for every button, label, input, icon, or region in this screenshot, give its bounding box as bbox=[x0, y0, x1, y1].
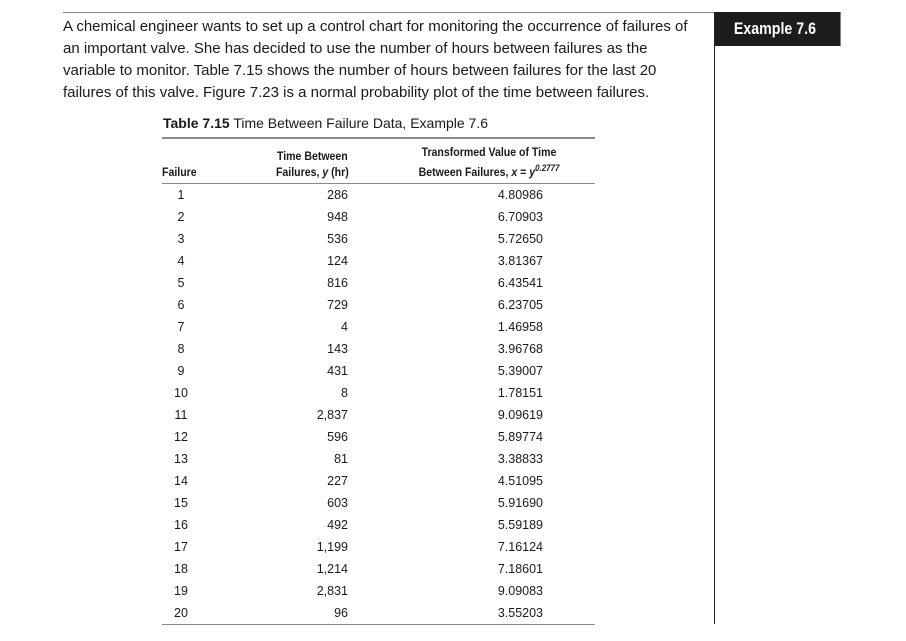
cell-failure: 18 bbox=[174, 562, 188, 576]
table-row bbox=[162, 580, 595, 602]
cell-transformed: 5.89774 bbox=[497, 430, 543, 444]
cell-time-between: 227 bbox=[327, 474, 348, 488]
cell-failure: 19 bbox=[174, 584, 188, 598]
table-caption-number: Table 7.15 bbox=[163, 115, 230, 131]
cell-failure: 11 bbox=[174, 408, 188, 422]
cell-time-between: 8 bbox=[341, 386, 348, 400]
table-caption bbox=[163, 115, 488, 131]
cell-failure: 10 bbox=[174, 386, 188, 400]
table-row bbox=[162, 360, 595, 382]
cell-transformed: 5.59189 bbox=[497, 518, 543, 532]
table-row bbox=[162, 294, 595, 316]
cell-failure: 14 bbox=[174, 474, 188, 488]
cell-failure: 17 bbox=[174, 540, 188, 554]
cell-transformed: 9.09619 bbox=[497, 408, 543, 422]
cell-transformed: 1.46958 bbox=[497, 320, 543, 334]
cell-time-between: 2,837 bbox=[316, 408, 348, 422]
cell-time-between: 124 bbox=[327, 254, 348, 268]
table-bottom-rule bbox=[162, 624, 595, 625]
cell-time-between: 81 bbox=[334, 452, 348, 466]
cell-failure: 12 bbox=[174, 430, 188, 444]
cell-failure: 15 bbox=[174, 496, 188, 510]
cell-transformed: 6.23705 bbox=[497, 298, 543, 312]
column-divider bbox=[714, 12, 715, 624]
cell-time-between: 2,831 bbox=[316, 584, 348, 598]
table-row bbox=[162, 536, 595, 558]
table-row bbox=[162, 492, 595, 514]
header-time-between: Time Between Failures, y (hr) bbox=[275, 149, 349, 179]
body-paragraph: A chemical engineer wants to set up a control chart for monitoring the occurrence of failures of an important valve. She has decided to use the number of hours between failures as the variable to monitor. Table 7.15 shows the number of hours between failures for the last 20 failures of this valve. Figure 7.23 is a normal probability plot of the time between failures. bbox=[63, 18, 688, 101]
cell-failure: 2 bbox=[177, 210, 185, 224]
table-row bbox=[162, 250, 595, 272]
table-row bbox=[162, 514, 595, 536]
cell-failure: 8 bbox=[177, 342, 185, 356]
cell-failure: 5 bbox=[177, 276, 185, 290]
cell-failure: 1 bbox=[177, 188, 185, 202]
table-row bbox=[162, 338, 595, 360]
table-row bbox=[162, 558, 595, 580]
cell-failure: 3 bbox=[177, 232, 185, 246]
header-transformed-value: Transformed Value of Time Between Failures, $x = y^{0.2777}$ bbox=[418, 145, 559, 179]
cell-failure: 20 bbox=[174, 606, 188, 620]
cell-transformed: 4.80986 bbox=[497, 188, 543, 202]
cell-time-between: 96 bbox=[334, 606, 348, 620]
cell-transformed: 1.78151 bbox=[497, 386, 543, 400]
header-failure: Failure bbox=[162, 165, 197, 179]
cell-time-between: 286 bbox=[327, 188, 348, 202]
top-rule bbox=[63, 12, 715, 13]
table-row bbox=[162, 316, 595, 338]
table-row bbox=[162, 228, 595, 250]
table-row bbox=[162, 448, 595, 470]
cell-time-between: 816 bbox=[327, 276, 348, 290]
cell-time-between: 431 bbox=[327, 364, 348, 378]
cell-transformed: 9.09083 bbox=[497, 584, 543, 598]
table-row bbox=[162, 382, 595, 404]
table-row bbox=[162, 404, 595, 426]
table-row bbox=[162, 272, 595, 294]
cell-time-between: 492 bbox=[327, 518, 348, 532]
cell-failure: 13 bbox=[174, 452, 188, 466]
cell-time-between: 1,199 bbox=[316, 540, 348, 554]
cell-transformed: 5.91690 bbox=[497, 496, 543, 510]
cell-transformed: 6.70903 bbox=[497, 210, 543, 224]
data-table-container bbox=[162, 137, 595, 625]
cell-time-between: 603 bbox=[327, 496, 348, 510]
cell-time-between: 536 bbox=[327, 232, 348, 246]
table-row bbox=[162, 602, 595, 624]
data-table bbox=[162, 139, 595, 624]
cell-transformed: 3.55203 bbox=[497, 606, 543, 620]
cell-time-between: 596 bbox=[327, 430, 348, 444]
table-row bbox=[162, 470, 595, 492]
cell-transformed: 7.18601 bbox=[497, 562, 543, 576]
table-row bbox=[162, 184, 595, 206]
cell-transformed: 3.81367 bbox=[497, 254, 543, 268]
cell-transformed: 3.38833 bbox=[497, 452, 543, 466]
cell-time-between: 4 bbox=[341, 320, 348, 334]
example-label: Example 7.6 bbox=[733, 19, 816, 38]
table-header-row bbox=[162, 139, 595, 183]
cell-time-between: 1,214 bbox=[316, 562, 348, 576]
example-label-box bbox=[715, 12, 841, 46]
cell-failure: 7 bbox=[177, 320, 185, 334]
cell-transformed: 5.72650 bbox=[497, 232, 543, 246]
cell-time-between: 729 bbox=[327, 298, 348, 312]
table-caption-title: Time Between Failure Data, Example 7.6 bbox=[233, 115, 489, 131]
cell-transformed: 5.39007 bbox=[497, 364, 543, 378]
cell-transformed: 3.96768 bbox=[497, 342, 543, 356]
cell-transformed: 6.43541 bbox=[497, 276, 543, 290]
cell-failure: 4 bbox=[177, 254, 185, 268]
cell-failure: 6 bbox=[177, 298, 185, 312]
cell-transformed: 7.16124 bbox=[497, 540, 543, 554]
cell-time-between: 143 bbox=[327, 342, 348, 356]
cell-failure: 16 bbox=[174, 518, 188, 532]
table-row bbox=[162, 426, 595, 448]
cell-transformed: 4.51095 bbox=[497, 474, 543, 488]
cell-failure: 9 bbox=[177, 364, 185, 378]
cell-time-between: 948 bbox=[327, 210, 348, 224]
table-row bbox=[162, 206, 595, 228]
table-body bbox=[162, 184, 595, 624]
